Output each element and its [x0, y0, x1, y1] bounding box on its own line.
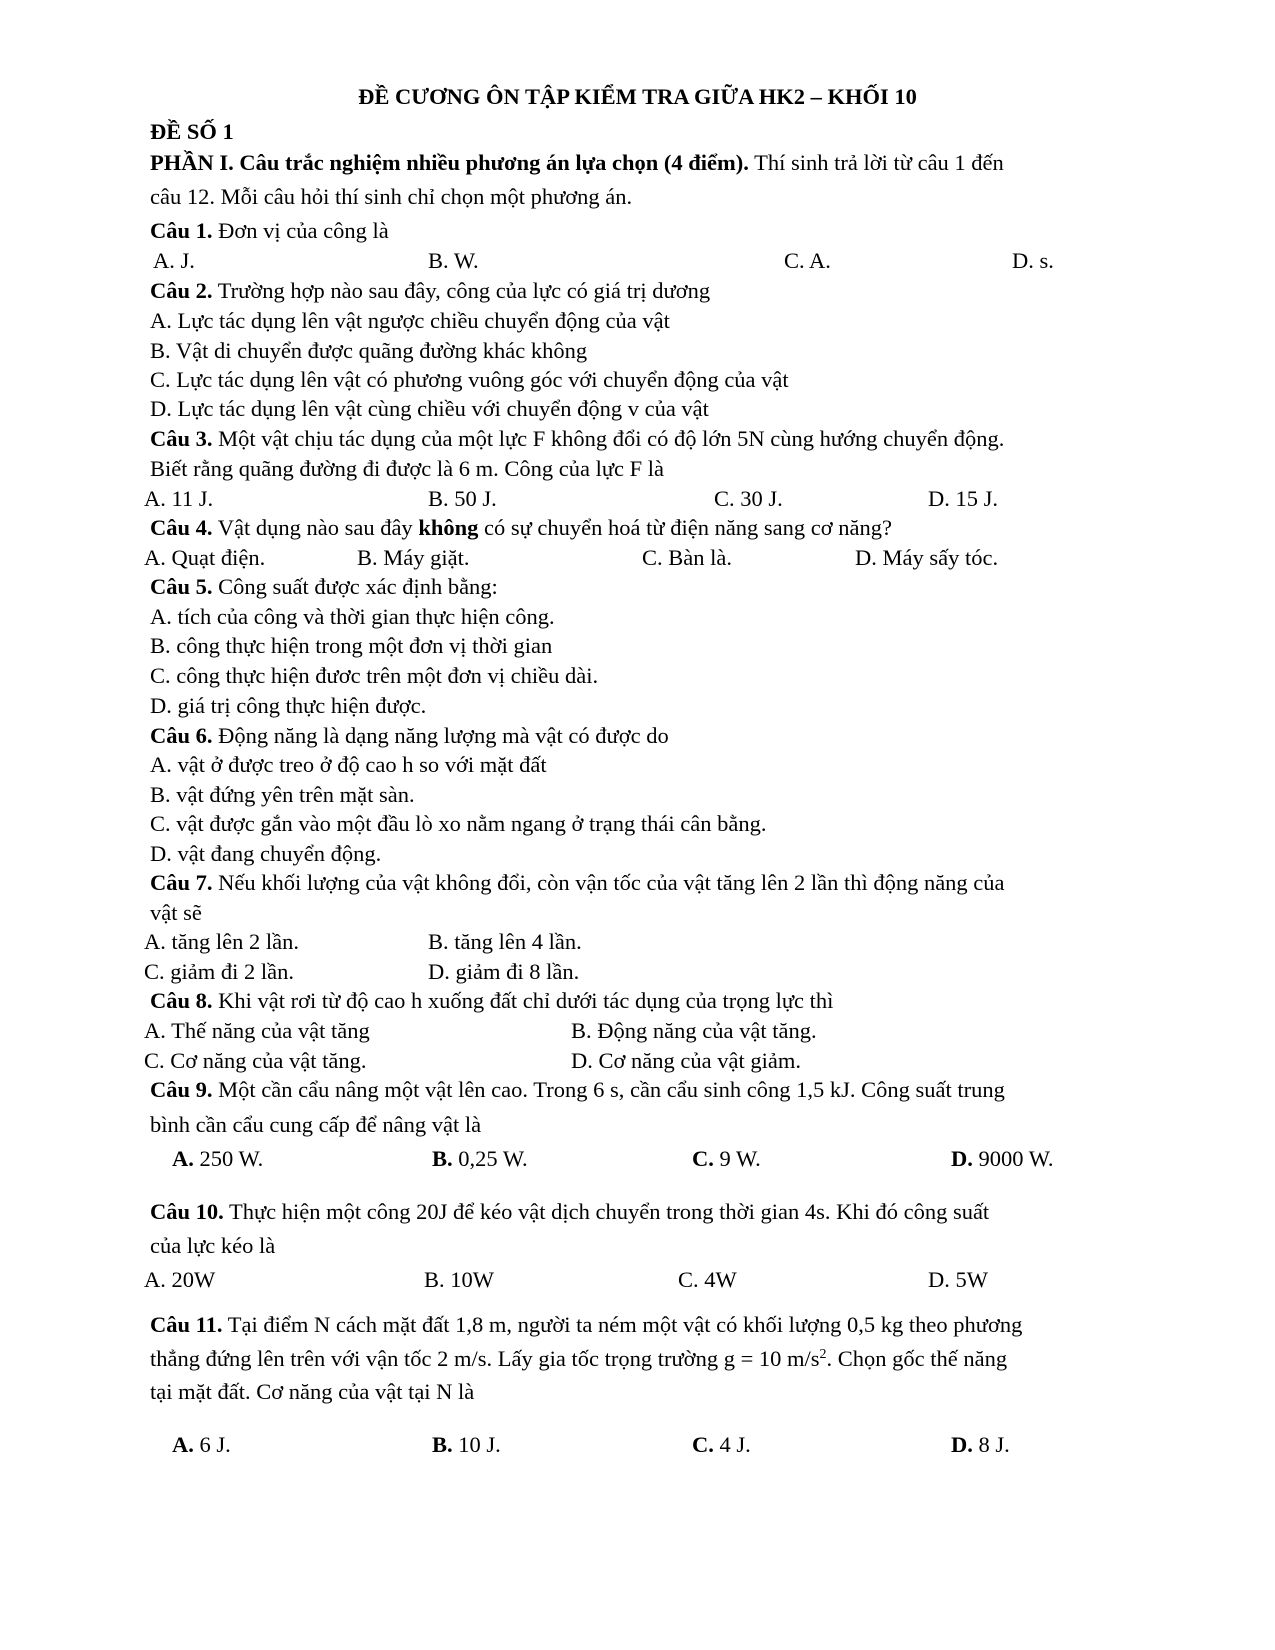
question-label: Câu 8. — [150, 988, 213, 1013]
option-letter: A. — [172, 1146, 194, 1171]
question-text-line2: vật sẽ — [150, 900, 202, 925]
option-d — [951, 1144, 1054, 1174]
option-c — [692, 1430, 751, 1460]
exam-number: ĐỀ SỐ 1 — [150, 119, 234, 144]
option-d: D. Lực tác dụng lên vật cùng chiều với chuyển động v của vật — [150, 396, 709, 421]
option-d: D. 5W — [928, 1267, 988, 1292]
option-b: B. 50 J. — [428, 486, 497, 511]
option-text: 9000 W. — [972, 1146, 1054, 1171]
option-a: A. vật ở được treo ở độ cao h so với mặt đất — [150, 752, 547, 777]
question-text: Vật dụng nào sau đây — [212, 515, 419, 540]
question-text: Động năng là dạng năng lượng mà vật có được do — [212, 723, 669, 748]
question-9 — [150, 1075, 1005, 1105]
question-11 — [150, 1310, 1022, 1340]
question-label: Câu 7. — [150, 870, 213, 895]
option-a: A. Thế năng của vật tăng — [144, 1018, 370, 1043]
question-label: Câu 4. — [150, 515, 213, 540]
option-a: A. Lực tác dụng lên vật ngược chiều chuyển động của vật — [150, 308, 670, 333]
option-d: D. giảm đi 8 lần. — [428, 959, 580, 984]
option-text: 9 W. — [713, 1146, 761, 1171]
question-text: có sự chuyển hoá từ điện năng sang cơ năng? — [478, 515, 893, 540]
option-text: 10 J. — [452, 1432, 501, 1457]
option-text: 0,25 W. — [452, 1146, 528, 1171]
question-label: Câu 10. — [150, 1199, 224, 1224]
part-heading — [150, 148, 1004, 178]
question-6 — [150, 721, 669, 751]
option-letter: A. — [172, 1432, 194, 1457]
question-8 — [150, 986, 833, 1016]
option-text: 6 J. — [193, 1432, 231, 1457]
option-b — [432, 1144, 528, 1174]
question-5 — [150, 572, 498, 602]
question-label: Câu 9. — [150, 1077, 213, 1102]
option-b: B. 10W — [424, 1267, 494, 1292]
question-text-line2: bình cần cẩu cung cấp để nâng vật là — [150, 1112, 482, 1137]
option-letter: B. — [432, 1146, 453, 1171]
question-label: Câu 6. — [150, 723, 213, 748]
question-text-line2 — [150, 1344, 1007, 1374]
option-b: B. tăng lên 4 lần. — [428, 929, 582, 954]
option-a — [172, 1430, 231, 1460]
question-2 — [150, 276, 710, 306]
option-c: C. 4W — [678, 1267, 737, 1292]
question-text-line2: của lực kéo là — [150, 1233, 276, 1258]
option-letter: C. — [692, 1146, 714, 1171]
option-letter: B. — [432, 1432, 453, 1457]
option-d: D. Máy sấy tóc. — [855, 545, 999, 570]
question-text-line3: tại mặt đất. Cơ năng của vật tại N là — [150, 1379, 475, 1404]
question-label: Câu 2. — [150, 278, 213, 303]
option-text: 8 J. — [972, 1432, 1010, 1457]
option-a: A. 20W — [144, 1267, 216, 1292]
question-3 — [150, 424, 1004, 454]
option-c — [692, 1144, 761, 1174]
question-text: Thực hiện một công 20J để kéo vật dịch chuyển trong thời gian 4s. Khi đó công suất — [223, 1199, 990, 1224]
option-c: C. 30 J. — [714, 486, 783, 511]
option-d: D. giá trị công thực hiện được. — [150, 693, 427, 718]
question-emphasis: không — [418, 515, 479, 540]
option-c: C. giảm đi 2 lần. — [144, 959, 294, 984]
part-text: Thí sinh trả lời từ câu 1 đến — [748, 150, 1004, 175]
option-d: D. Cơ năng của vật giảm. — [571, 1048, 801, 1073]
question-text: thẳng đứng lên trên với vận tốc 2 m/s. Lấy gia tốc trọng trường g = 10 m/s — [150, 1346, 820, 1371]
question-text: . Chọn gốc thế năng — [826, 1346, 1008, 1371]
option-b: B. Máy giặt. — [357, 545, 470, 570]
question-text: Một cần cẩu nâng một vật lên cao. Trong 6 s, cần cẩu sinh công 1,5 kJ. Công suất trung — [212, 1077, 1005, 1102]
option-b: B. W. — [428, 248, 479, 273]
option-a: A. tích của công và thời gian thực hiện công. — [150, 604, 555, 629]
option-c: C. Cơ năng của vật tăng. — [144, 1048, 367, 1073]
question-10 — [150, 1197, 989, 1227]
question-4 — [150, 513, 892, 543]
question-label: Câu 1. — [150, 218, 213, 243]
option-a: A. Quạt điện. — [144, 545, 266, 570]
option-c: C. công thực hiện đươc trên một đơn vị chiều dài. — [150, 663, 599, 688]
question-label: Câu 5. — [150, 574, 213, 599]
option-d: D. s. — [1012, 248, 1054, 273]
option-a — [172, 1144, 263, 1174]
question-7 — [150, 868, 1005, 898]
question-label: Câu 11. — [150, 1312, 223, 1337]
question-1 — [150, 216, 389, 246]
option-c: C. A. — [784, 248, 831, 273]
option-d — [951, 1430, 1010, 1460]
option-b: B. Vật di chuyển được quãng đường khác không — [150, 338, 588, 363]
question-text: Đơn vị của công là — [212, 218, 389, 243]
part-text-line2: câu 12. Mỗi câu hỏi thí sinh chỉ chọn một phương án. — [150, 184, 633, 209]
part-label: PHẦN I. Câu trắc nghiệm nhiều phương án lựa chọn (4 điểm). — [150, 150, 749, 175]
question-text: Trường hợp nào sau đây, công của lực có giá trị dương — [212, 278, 711, 303]
question-label: Câu 3. — [150, 426, 213, 451]
option-b: B. công thực hiện trong một đơn vị thời gian — [150, 633, 553, 658]
question-text: Công suất được xác định bằng: — [212, 574, 498, 599]
option-d: D. vật đang chuyển động. — [150, 841, 382, 866]
question-text: Một vật chịu tác dụng của một lực F không đổi có độ lớn 5N cùng hướng chuyển động. — [212, 426, 1005, 451]
option-a: A. J. — [153, 248, 195, 273]
document-title: ĐỀ CƯƠNG ÔN TẬP KIỂM TRA GIỮA HK2 – KHỐI 10 — [358, 84, 917, 109]
option-text: 4 J. — [713, 1432, 751, 1457]
option-text: 250 W. — [193, 1146, 264, 1171]
option-d: D. 15 J. — [928, 486, 999, 511]
option-b — [432, 1430, 501, 1460]
option-a: A. 11 J. — [144, 486, 214, 511]
question-text: Nếu khối lượng của vật không đổi, còn vận tốc của vật tăng lên 2 lần thì động năng của — [212, 870, 1005, 895]
option-c: C. vật được gắn vào một đầu lò xo nằm ngang ở trạng thái cân bằng. — [150, 811, 767, 836]
question-text: Khi vật rơi từ độ cao h xuống đất chỉ dưới tác dụng của trọng lực thì — [212, 988, 834, 1013]
option-b: B. vật đứng yên trên mặt sàn. — [150, 782, 415, 807]
option-letter: C. — [692, 1432, 714, 1457]
question-text-line2: Biết rằng quãng đường đi được là 6 m. Công của lực F là — [150, 456, 665, 481]
option-c: C. Lực tác dụng lên vật có phương vuông góc với chuyển động của vật — [150, 367, 789, 392]
option-letter: D. — [951, 1146, 973, 1171]
option-b: B. Động năng của vật tăng. — [571, 1018, 817, 1043]
option-letter: D. — [951, 1432, 973, 1457]
option-a: A. tăng lên 2 lần. — [144, 929, 299, 954]
option-c: C. Bàn là. — [642, 545, 732, 570]
superscript: 2 — [819, 1347, 827, 1362]
question-text: Tại điểm N cách mặt đất 1,8 m, người ta ném một vật có khối lượng 0,5 kg theo phương — [222, 1312, 1023, 1337]
